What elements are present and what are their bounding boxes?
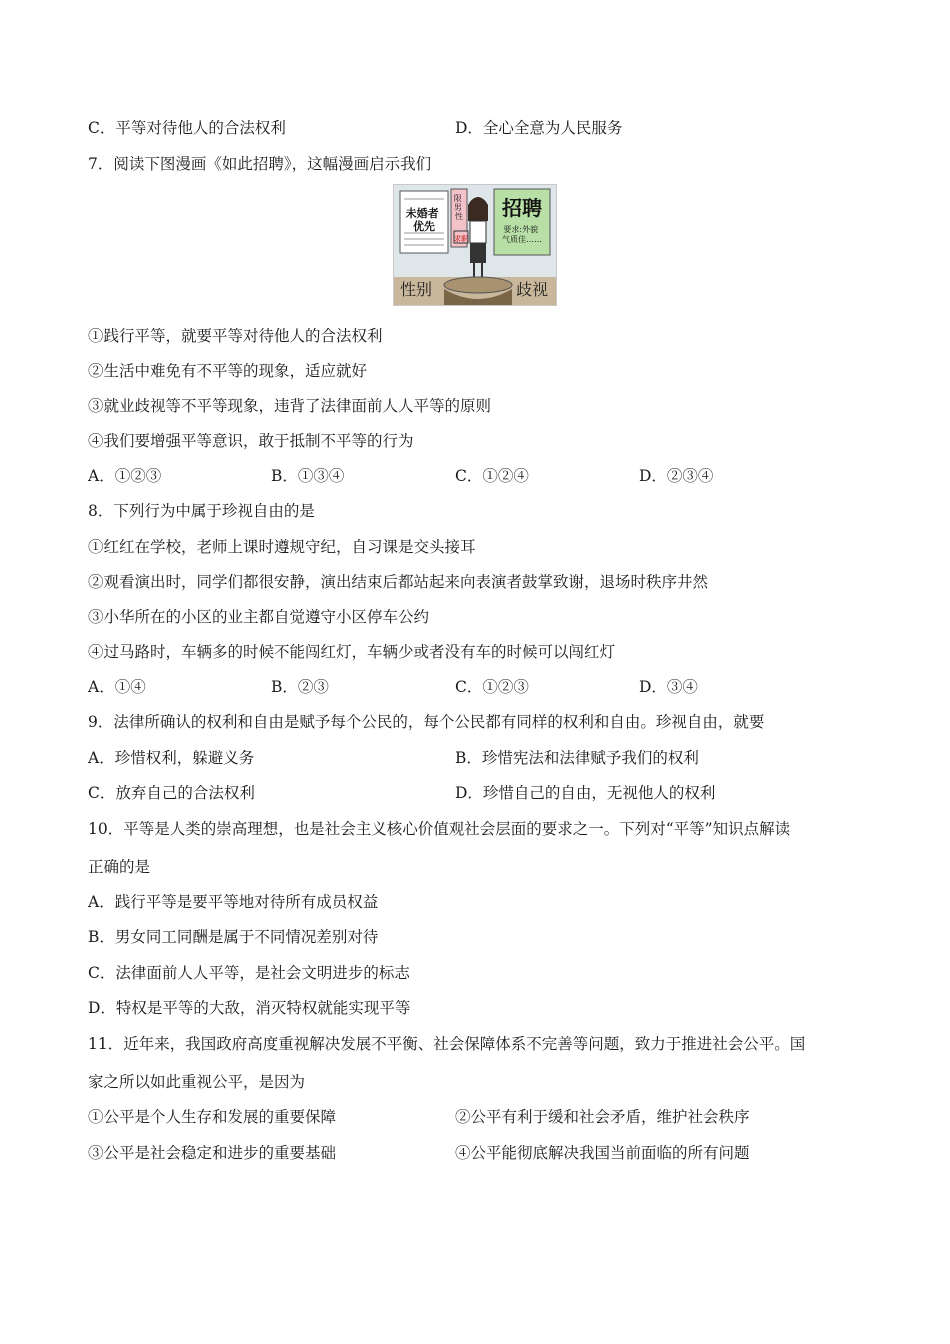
q7-option-b[interactable]: B．①③④ — [271, 467, 345, 485]
q11-stem-line-2: 家之所以如此重视公平，是因为 — [88, 1073, 306, 1091]
floor-right-text: 歧视 — [515, 280, 549, 299]
q7-cartoon-image — [393, 184, 557, 306]
q7-item-3: ③就业歧视等不平等现象，违背了法律面前人人平等的原则 — [88, 397, 492, 415]
q11-item-3: ③公平是社会稳定和进步的重要基础 — [88, 1144, 337, 1162]
q7-stem: 7．阅读下图漫画《如此招聘》，这幅漫画启示我们 — [88, 155, 432, 173]
sign-right-subtitle: 要求:外貌 气质佳…… — [502, 225, 542, 244]
q9-option-d[interactable]: D．珍惜自己的自由，无视他人的权利 — [455, 784, 716, 802]
q10-option-a[interactable]: A．践行平等是要平等地对待所有成员权益 — [88, 893, 379, 911]
q8-option-a[interactable]: A．①④ — [88, 678, 146, 696]
q8-item-1: ①红红在学校，老师上课时遵规守纪，自习课是交头接耳 — [88, 538, 476, 556]
q8-option-d[interactable]: D．③④ — [639, 678, 698, 696]
q6-option-d: D．全心全意为人民服务 — [455, 119, 623, 137]
q10-option-c[interactable]: C．法律面前人人平等，是社会文明进步的标志 — [88, 964, 410, 982]
q10-stem-line-2: 正确的是 — [88, 858, 151, 876]
q8-option-c[interactable]: C．①②③ — [455, 678, 529, 696]
q8-item-3: ③小华所在的小区的业主都自觉遵守小区停车公约 — [88, 608, 430, 626]
q7-item-4: ④我们要增强平等意识，敢于抵制不平等的行为 — [88, 432, 414, 450]
q9-option-b[interactable]: B．珍惜宪法和法律赋予我们的权利 — [455, 749, 699, 767]
q7-item-1: ①践行平等，就要平等对待他人的合法权利 — [88, 327, 383, 345]
q11-item-1: ①公平是个人生存和发展的重要保障 — [88, 1108, 337, 1126]
bag-label: 求职 — [454, 235, 468, 243]
q6-option-c: C．平等对待他人的合法权利 — [88, 119, 286, 137]
q11-item-2: ②公平有利于缓和社会矛盾，维护社会秩序 — [455, 1108, 750, 1126]
q9-stem: 9．法律所确认的权利和自由是赋予每个公民的，每个公民都有同样的权利和自由。珍视自由，就要 — [88, 713, 765, 731]
cartoon-illustration — [394, 185, 556, 305]
sign-middle-text: 限 男 性 — [453, 194, 463, 221]
q7-option-a[interactable]: A．①②③ — [88, 467, 162, 485]
q8-item-4: ④过马路时，车辆多的时候不能闯红灯，车辆少或者没有车的时候可以闯红灯 — [88, 643, 616, 661]
q7-option-c[interactable]: C．①②④ — [455, 467, 529, 485]
floor-left-text: 性别 — [399, 280, 433, 299]
sign-right-title: 招聘 — [502, 196, 542, 220]
q10-stem-line-1: 10．平等是人类的崇高理想，也是社会主义核心价值观社会层面的要求之一。下列对“平等”知识点解读 — [88, 820, 791, 838]
q9-option-a[interactable]: A．珍惜权利，躲避义务 — [88, 749, 255, 767]
sign-left-text: 未婚者 优先 — [405, 207, 439, 233]
q8-item-2: ②观看演出时，同学们都很安静，演出结束后都站起来向表演者鼓掌致谢，退场时秩序井然 — [88, 573, 709, 591]
q11-item-4: ④公平能彻底解决我国当前面临的所有问题 — [455, 1144, 750, 1162]
q11-stem-line-1: 11．近年来，我国政府高度重视解决发展不平衡、社会保障体系不完善等问题，致力于推进社会公平。国 — [88, 1035, 806, 1053]
q10-option-d[interactable]: D．特权是平等的大敌，消灭特权就能实现平等 — [88, 999, 411, 1017]
q8-stem: 8．下列行为中属于珍视自由的是 — [88, 502, 315, 520]
q9-option-c[interactable]: C．放弃自己的合法权利 — [88, 784, 255, 802]
q7-option-d[interactable]: D．②③④ — [639, 467, 714, 485]
q8-option-b[interactable]: B．②③ — [271, 678, 329, 696]
q7-item-2: ②生活中难免有不平等的现象，适应就好 — [88, 362, 368, 380]
q10-option-b[interactable]: B．男女同工同酬是属于不同情况差别对待 — [88, 928, 379, 946]
